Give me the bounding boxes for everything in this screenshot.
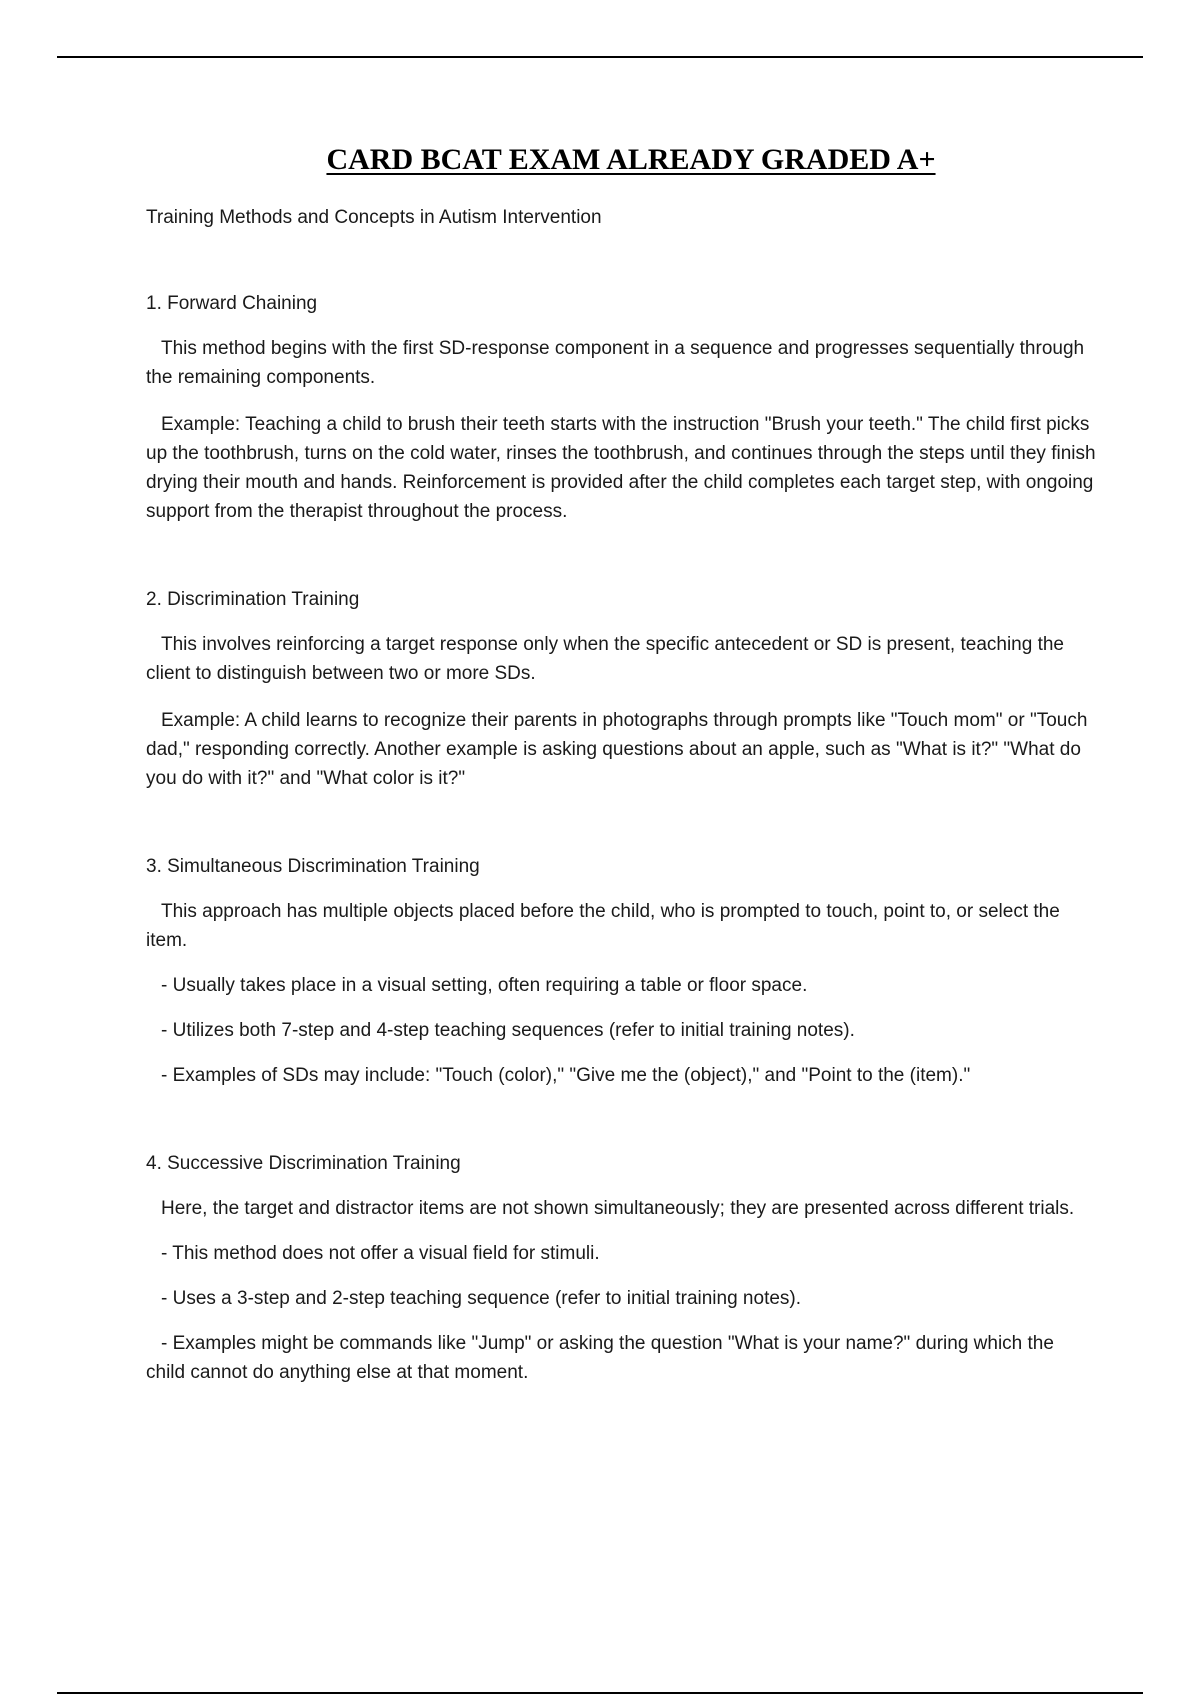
section-description: This involves reinforcing a target response only when the specific antecedent or SD is present, teaching the client to distinguish between two or more SDs. xyxy=(146,634,1065,684)
section-description: Here, the target and distractor items are not shown simultaneously; they are presented across different trials. xyxy=(161,1198,1075,1219)
bottom-rule xyxy=(57,1692,1143,1694)
section-description: This approach has multiple objects placed before the child, who is prompted to touch, point to, or select the item. xyxy=(146,901,1060,951)
section-description: This method begins with the first SD-response component in a sequence and progresses sequentially through the remaining components. xyxy=(146,338,1085,388)
section-forward-chaining xyxy=(146,292,1096,526)
document-subtitle: Training Methods and Concepts in Autism Intervention xyxy=(146,207,602,228)
section-discrimination-training xyxy=(146,588,1096,793)
bullet-item: - Uses a 3-step and 2-step teaching sequence (refer to initial training notes). xyxy=(161,1288,802,1309)
section-heading: 4. Successive Discrimination Training xyxy=(146,1153,461,1174)
top-rule xyxy=(57,56,1143,58)
bullet-item: - This method does not offer a visual field for stimuli. xyxy=(161,1243,600,1264)
bullet-item: - Examples of SDs may include: "Touch (color)," "Give me the (object)," and "Point to the (item)." xyxy=(161,1065,971,1086)
bullet-item: - Utilizes both 7-step and 4-step teaching sequences (refer to initial training notes). xyxy=(161,1020,855,1041)
section-example: Example: Teaching a child to brush their teeth starts with the instruction "Brush your teeth." The child first picks up the toothbrush, turns on the cold water, rinses the toothbrush, and continues through the steps until they finish drying their mouth and hands. Reinforcement is provided after the child completes each target step, with ongoing support from the therapist throughout the process. xyxy=(146,414,1096,522)
section-heading: 3. Simultaneous Discrimination Training xyxy=(146,856,480,877)
section-example: Example: A child learns to recognize their parents in photographs through prompts like "Touch mom" or "Touch dad," responding correctly. Another example is asking questions about an apple, such as "What is it?" "What do you do with it?" and "What color is it?" xyxy=(146,710,1088,789)
section-simultaneous-discrimination xyxy=(146,855,1096,1090)
section-successive-discrimination xyxy=(146,1152,1096,1387)
bullet-item: - Usually takes place in a visual setting, often requiring a table or floor space. xyxy=(161,975,808,996)
document-body xyxy=(146,140,1096,1387)
section-heading: 1. Forward Chaining xyxy=(146,293,318,314)
bullet-item: - Examples might be commands like "Jump" or asking the question "What is your name?" during which the child cannot do anything else at that moment. xyxy=(146,1333,1054,1383)
section-heading: 2. Discrimination Training xyxy=(146,589,360,610)
document-title: CARD BCAT EXAM ALREADY GRADED A+ xyxy=(326,143,936,176)
